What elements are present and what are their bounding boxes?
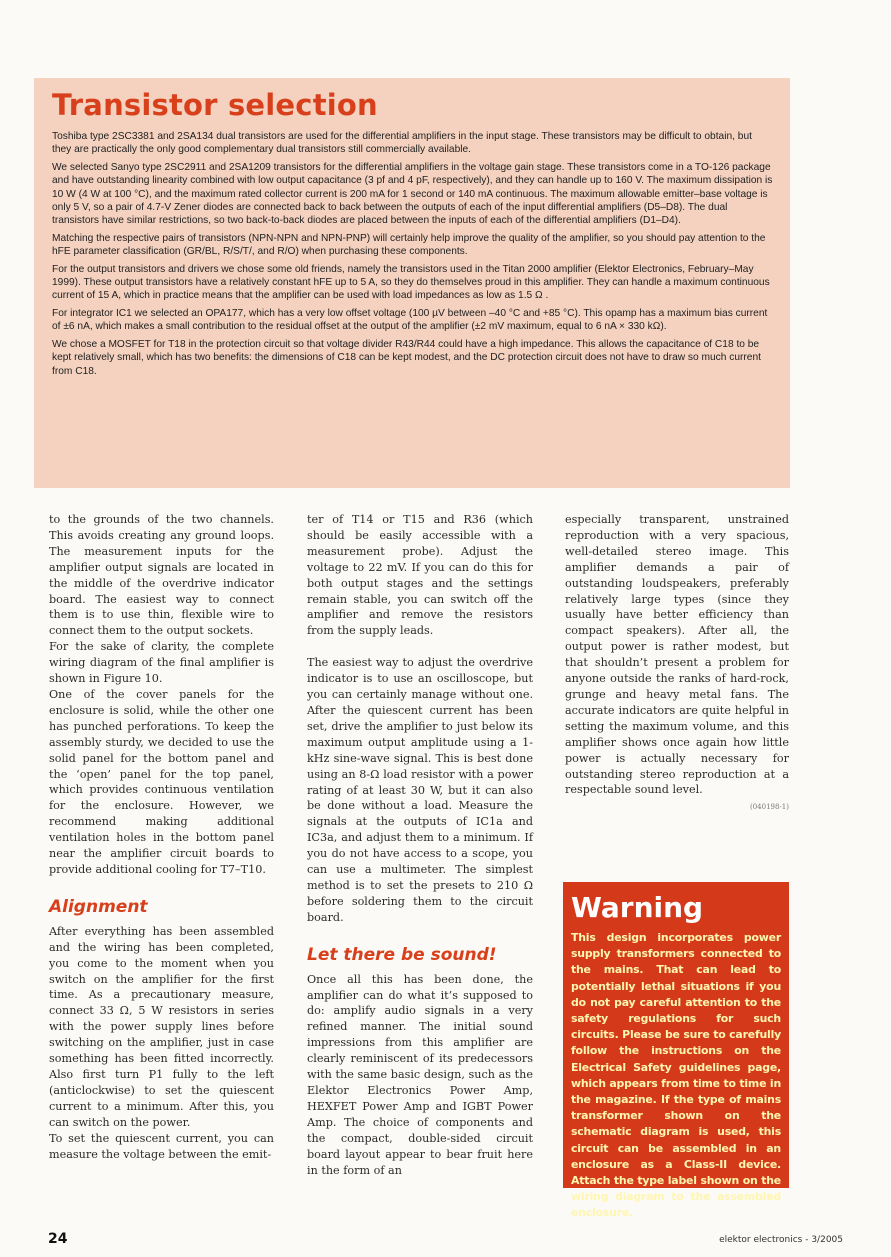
sound-heading: Let there be sound! [307,944,497,965]
sidebar-paragraph: We selected Sanyo type 2SC2911 and 2SA1209 transistors for the differential amplifiers in the voltage gain stage. These transistors come in a TO-126 package and have outstanding linearity combined with low output capacitance (3 pf and 4 pF, respectively), and they can handle up to 160 V. The maximum dissipation is 10 W (4 W at 100 °C), and the maximum rated collector current is 200 mA for 1 second or 140 mA continuous. The maximum allowable emitter–base voltage is only 5 V, so a pair of 4.7-V Zener diodes are connected back to back between the outputs of each of the input differential amplifiers (D5–D8). The dual transistors have similar restrictions, so two back-to-back diodes are placed between the inputs of each of the differential amplifiers (D1–D4). [52,161,773,227]
alignment-heading: Alignment [49,896,148,917]
warning-box [563,882,789,1220]
body-paragraph: For the sake of clarity, the complete wiring diagram of the final amplifier is shown in Figure 10. [49,640,274,686]
transistor-selection-box [34,78,790,488]
body-paragraph: especially transparent, unstrained reproduction with a very spacious, well-detailed stereo image. This amplifier demands a pair of outstanding loudspeakers, preferably relatively large types (since they usually have better efficiency than compact speakers). After all, the output power is rather modest, but that shouldn’t present a problem for anyone outside the ranks of hard-rock, grunge and heavy metal fans. The accurate indicators are quite helpful in setting the maximum volume, and this amplifier shows once again how little power is actually necessary for outstanding stereo reproduction at a respectable sound level. [565,513,789,797]
article-code: (040198-1) [749,803,789,812]
body-paragraph: After everything has been assembled and the wiring has been completed, you come to the moment when you switch on the amplifier for the first time. As a precautionary measure, connect 33 Ω, 5 W resistors in series with the power supply lines before switching on the amplifier, just in case something has been fitted incorrectly. Also first turn P1 fully to the left (anticlockwise) to set the quiescent current to a minimum. After this, you can switch on the power. [49,924,274,1129]
sidebar-paragraph: For the output transistors and drivers we chose some old friends, namely the transistors used in the Titan 2000 amplifier (Elektor Electronics, February–May 1999). These output transistors have a relatively constant hFE up to 5 A, so they do themselves proud in this amplifier. They can handle a maximum continuous current of 15 A, which in practice means that the amplifier can be used with load impedances as low as 1.5 Ω . [52,263,770,302]
body-paragraph: ter of T14 or T15 and R36 (which should be easily accessible with a measurement probe). Adjust the voltage to 22 mV. If you can do this for both output stages and the settings remain stable, you can switch off the amplifier and remove the resistors from the supply leads. [307,513,533,638]
warning-title: Warning [571,891,704,924]
sidebar-paragraph: Toshiba type 2SC3381 and 2SA134 dual transistors are used for the differential amplifiers in the input stage. These transistors may be difficult to obtain, but they are practically the only good complementary dual transistors still commercially available. [52,131,752,156]
body-paragraph: Once all this has been done, the amplifier can do what it’s supposed to do: amplify audio signals in a very refined manner. The initial sound impressions from this amplifier are clearly reminiscent of its predecessors with the same basic design, such as the Elektor Electronics Power Amp, HEXFET Power Amp and IGBT Power Amp. The choice of components and the compact, double-sided circuit board layout appear to bear fruit here in the form of an [307,972,533,1177]
text-column-3 [565,512,789,812]
sidebar-paragraph: For integrator IC1 we selected an OPA177, which has a very low offset voltage (100 µV between –40 °C and +85 °C). This opamp has a maximum bias current of ±6 nA, which makes a small contribution to the residual offset at the output of the amplifier (±2 mV maximum, equal to 6 nA × 330 kΩ). [52,307,768,333]
body-paragraph: One of the cover panels for the enclosure is solid, while the other one has punched perforations. To keep the assembly sturdy, we decided to use the solid panel for the bottom panel and the ‘open’ panel for the top panel, which provides continuous ventilation for the enclosure. However, we recommend making additional ventilation holes in the bottom panel near the amplifier circuit boards to provide additional cooling for T7–T10. [49,687,274,876]
sidebar-title: Transistor selection [52,88,378,122]
publication-footer: elektor electronics - 3/2005 [719,1235,843,1245]
sidebar-paragraph: We chose a MOSFET for T18 in the protection circuit so that voltage divider R43/R44 could have a high impedance. This allows the capacitance of C18 to be kept relatively small, which has two benefits: the dimensions of C18 can be kept modest, and the DC protection circuit does not have to draw so much current from C18. [52,338,761,377]
sidebar-paragraph: Matching the respective pairs of transistors (NPN-NPN and NPN-PNP) will certainly help improve the quality of the amplifier, so you should pay attention to the hFE parameter classification (GR/BL, R/S/T/, and R/O) when purchasing these components. [52,232,766,258]
body-paragraph: To set the quiescent current, you can measure the voltage between the emit- [49,1131,274,1161]
text-column-1 [49,512,274,1162]
warning-text: This design incorporates power supply transformers connected to the mains. That can lead to potentially lethal situations if you do not pay careful attention to the safety regulations for such circuits. Please be sure to carefully follow the instructions on the Electrical Safety guidelines page, which appears from time to time in the magazine. If the type of mains transformer shown on the schematic diagram is used, this circuit can be assembled in an enclosure as a Class-II device. Attach the type label shown on the wiring diagram to the assembled enclosure. [571,931,781,1220]
body-paragraph: to the grounds of the two channels. This avoids creating any ground loops. The measurement inputs for the amplifier output signals are located in the middle of the overdrive indicator board. The easiest way to connect them is to use thin, flexible wire to connect them to the output sockets. [49,513,274,638]
text-column-2 [307,512,533,1178]
page-number: 24 [48,1231,68,1247]
body-paragraph: The easiest way to adjust the overdrive indicator is to use an oscilloscope, but you can certainly manage without one. After the quiescent current has been set, drive the amplifier to just below its maximum output amplitude using a 1-kHz sine-wave signal. This is best done using an 8-Ω load resistor with a power rating of at least 30 W, but it can also be done without a load. Measure the signals at the outputs of IC1a and IC3a, and adjust them to a minimum. If you do not have access to a scope, you can use a multimeter. The simplest method is to set the presets to 210 Ω before soldering them to the circuit board. [307,656,533,924]
